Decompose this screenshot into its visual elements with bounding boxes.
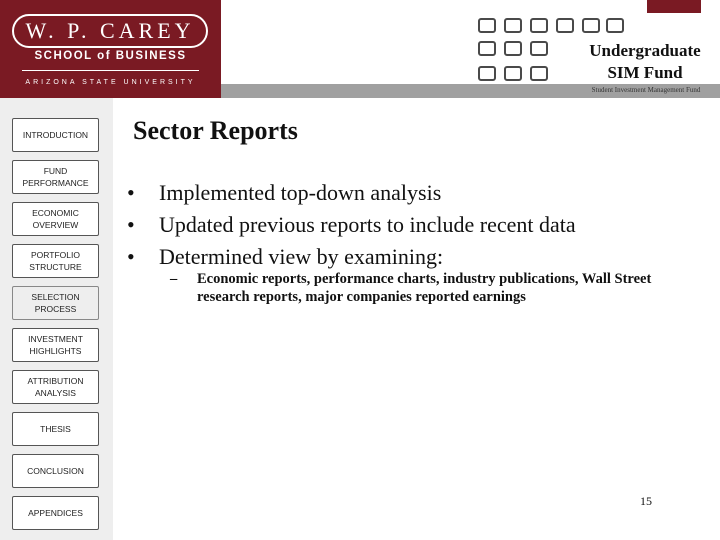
sidebar (0, 98, 113, 540)
fund-title (572, 40, 718, 84)
grid-square (582, 18, 600, 33)
bullet-dot: • (127, 180, 135, 205)
grid-square (556, 18, 574, 33)
page-number: 15 (640, 494, 652, 508)
bullet-dot: • (127, 244, 135, 269)
bullet-item (127, 241, 687, 273)
logo-divider (22, 70, 199, 71)
grid-square (478, 41, 496, 56)
bullet-item (127, 177, 687, 209)
logo-university: ARIZONA STATE UNIVERSITY (25, 79, 196, 86)
slide-title: Sector Reports (133, 116, 298, 145)
fund-subtitle: Student Investment Management Fund (591, 86, 701, 94)
nav-item-investment-highlights[interactable]: INVESTMENT HIGHLIGHTS (12, 328, 99, 362)
grid-square (530, 41, 548, 56)
logo-name: W. P. CAREY (12, 14, 208, 48)
grid-square (478, 66, 496, 81)
nav-item-introduction[interactable]: INTRODUCTION (12, 118, 99, 152)
grid-square (530, 66, 548, 81)
logo-school: SCHOOL of BUSINESS (34, 50, 187, 62)
bullet-list (127, 177, 687, 273)
fund-title-line1: Undergraduate (589, 41, 701, 60)
grid-square (530, 18, 548, 33)
bullet-item (127, 209, 687, 241)
nav-item-fund-performance[interactable]: FUND PERFORMANCE (12, 160, 99, 194)
bullet-text: Implemented top-down analysis (159, 180, 442, 205)
grid-square (504, 41, 522, 56)
grid-square (504, 18, 522, 33)
sub-bullet-dash: – (170, 271, 178, 287)
nav-item-attribution-analysis[interactable]: ATTRIBUTION ANALYSIS (12, 370, 99, 404)
fund-title-line2: SIM Fund (607, 63, 683, 82)
sub-bullet (170, 270, 690, 306)
nav-item-conclusion[interactable]: CONCLUSION (12, 454, 99, 488)
bullet-dot: • (127, 212, 135, 237)
bullet-text: Updated previous reports to include recent data (159, 212, 576, 237)
header-accent-block (647, 0, 701, 13)
nav-item-portfolio-structure[interactable]: PORTFOLIO STRUCTURE (12, 244, 99, 278)
sub-bullet-text: Economic reports, performance charts, industry publications, Wall Street research reports, major companies reported earnings (197, 271, 652, 305)
bullet-text: Determined view by examining: (159, 244, 444, 269)
grid-square (606, 18, 624, 33)
nav-item-selection-process[interactable]: SELECTION PROCESS (12, 286, 99, 320)
nav-item-economic-overview[interactable]: ECONOMIC OVERVIEW (12, 202, 99, 236)
nav-item-appendices[interactable]: APPENDICES (12, 496, 99, 530)
grid-square (478, 18, 496, 33)
nav-item-thesis[interactable]: THESIS (12, 412, 99, 446)
wp-carey-logo (0, 0, 221, 98)
grid-square (504, 66, 522, 81)
